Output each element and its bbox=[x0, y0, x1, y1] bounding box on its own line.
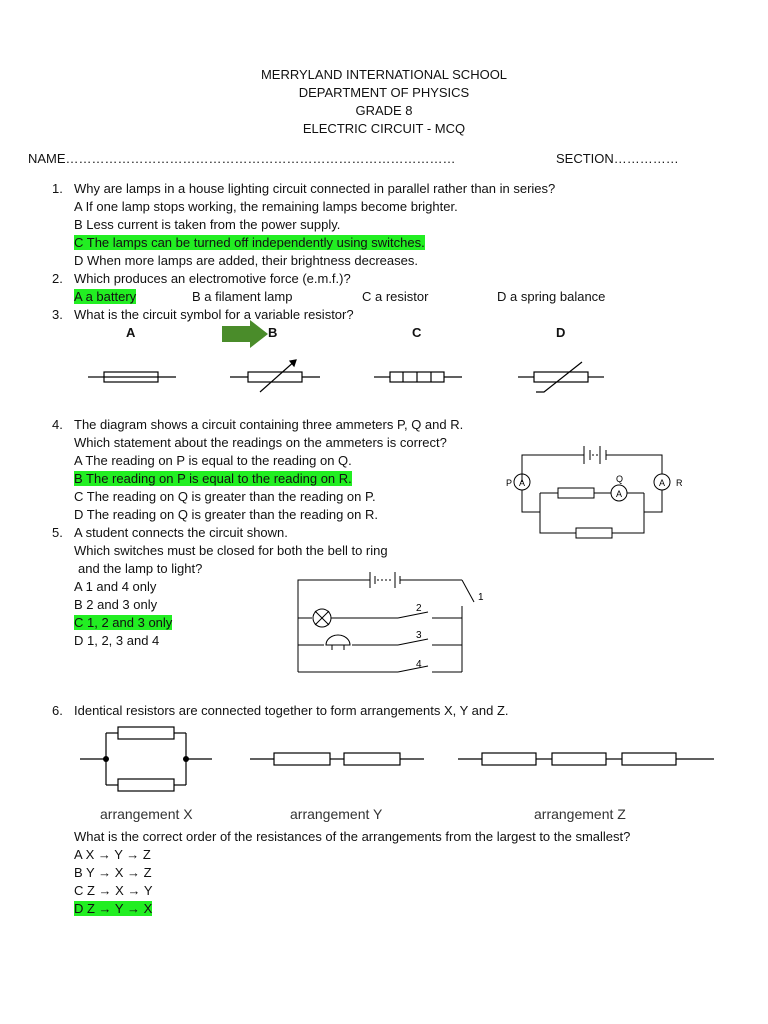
q5-option-a: A 1 and 4 only bbox=[74, 579, 157, 594]
q5-question-line3: and the lamp to light? bbox=[78, 561, 203, 576]
q2-question: Which produces an electromotive force (e.m.f.)? bbox=[74, 271, 351, 286]
q2-number: 2. bbox=[52, 271, 63, 286]
q3-number: 3. bbox=[52, 307, 63, 322]
label-r: R bbox=[676, 478, 683, 488]
q4-option-b-answer: B The reading on P is equal to the reading on R. bbox=[74, 471, 352, 486]
q1-option-b: B Less current is taken from the power supply. bbox=[74, 217, 341, 232]
q6-number: 6. bbox=[52, 703, 63, 718]
q1-option-c-answer: C The lamps can be turned off independently using switches. bbox=[74, 235, 425, 250]
q1-option-a: A If one lamp stops working, the remaining lamps become brighter. bbox=[74, 199, 458, 214]
q1-option-d: D When more lamps are added, their brightness decreases. bbox=[74, 253, 418, 268]
q3-label-a: A bbox=[126, 325, 136, 340]
q6-followup: What is the correct order of the resistances of the arrangements from the largest to the smallest? bbox=[74, 829, 631, 844]
q4-question-line1: The diagram shows a circuit containing three ammeters P, Q and R. bbox=[74, 417, 464, 432]
q6-option-a: A X → Y → Z bbox=[74, 847, 151, 862]
q4-question-line2: Which statement about the readings on the ammeters is correct? bbox=[74, 435, 447, 450]
q2-option-d: D a spring balance bbox=[497, 289, 606, 304]
q5-number: 5. bbox=[52, 525, 63, 540]
q2-option-a-answer: A a battery bbox=[74, 289, 137, 304]
label-q: Q bbox=[616, 474, 624, 484]
q3-question: What is the circuit symbol for a variable resistor? bbox=[74, 307, 354, 322]
grade: GRADE 8 bbox=[355, 103, 413, 118]
arrangement-y-circuit bbox=[250, 753, 424, 765]
arrangement-z-label: arrangement Z bbox=[534, 806, 626, 822]
q4-option-c: C The reading on Q is greater than the reading on P. bbox=[74, 489, 376, 504]
q4-number: 4. bbox=[52, 417, 63, 432]
arrangement-x-circuit bbox=[80, 727, 212, 791]
q1-question: Why are lamps in a house lighting circuit connected in parallel rather than in series? bbox=[74, 181, 556, 196]
q5-option-d: D 1, 2, 3 and 4 bbox=[74, 633, 160, 648]
worksheet-title: ELECTRIC CIRCUIT - MCQ bbox=[302, 121, 466, 136]
switch-label-2: 2 bbox=[416, 603, 422, 614]
arrangement-y-label: arrangement Y bbox=[290, 806, 383, 822]
q5-question-line1: A student connects the circuit shown. bbox=[74, 525, 288, 540]
switch-label-4: 4 bbox=[416, 659, 422, 670]
department: DEPARTMENT OF PHYSICS bbox=[298, 85, 470, 100]
ammeter-q-symbol: A bbox=[615, 489, 623, 499]
q5-question-line2: Which switches must be closed for both the bell to ring bbox=[74, 543, 388, 558]
name-field[interactable]: NAME……………………………………………………………………………… bbox=[28, 151, 456, 166]
q6-question: Identical resistors are connected together to form arrangements X, Y and Z. bbox=[74, 703, 509, 718]
q3-label-d: D bbox=[556, 325, 566, 340]
switch-label-1: 1 bbox=[478, 592, 484, 603]
label-p: P bbox=[506, 478, 513, 488]
q6-option-d-answer: D Z → Y → X bbox=[74, 901, 153, 916]
ammeter-r-symbol: A bbox=[658, 478, 666, 488]
switch-label-3: 3 bbox=[416, 630, 422, 641]
q4-option-a: A The reading on P is equal to the reading on Q. bbox=[74, 453, 352, 468]
q5-option-b: B 2 and 3 only bbox=[74, 597, 158, 612]
arrangement-x-label: arrangement X bbox=[100, 806, 193, 822]
ammeter-p-symbol: A bbox=[518, 478, 526, 488]
q2-option-b: B a filament lamp bbox=[192, 289, 293, 304]
q1-number: 1. bbox=[52, 181, 63, 196]
q6-option-b: B Y → X → Z bbox=[74, 865, 152, 880]
school-name: MERRYLAND INTERNATIONAL SCHOOL bbox=[260, 67, 508, 82]
q3-label-b: B bbox=[268, 325, 278, 340]
q2-option-c: C a resistor bbox=[362, 289, 429, 304]
q4-option-d: D The reading on Q is greater than the reading on R. bbox=[74, 507, 379, 522]
q6-option-c: C Z → X → Y bbox=[74, 883, 153, 898]
q3-label-c: C bbox=[412, 325, 422, 340]
arrangement-z-circuit bbox=[458, 753, 714, 765]
section-field[interactable]: SECTION…………… bbox=[556, 151, 679, 166]
q5-option-c-answer: C 1, 2 and 3 only bbox=[74, 615, 173, 630]
